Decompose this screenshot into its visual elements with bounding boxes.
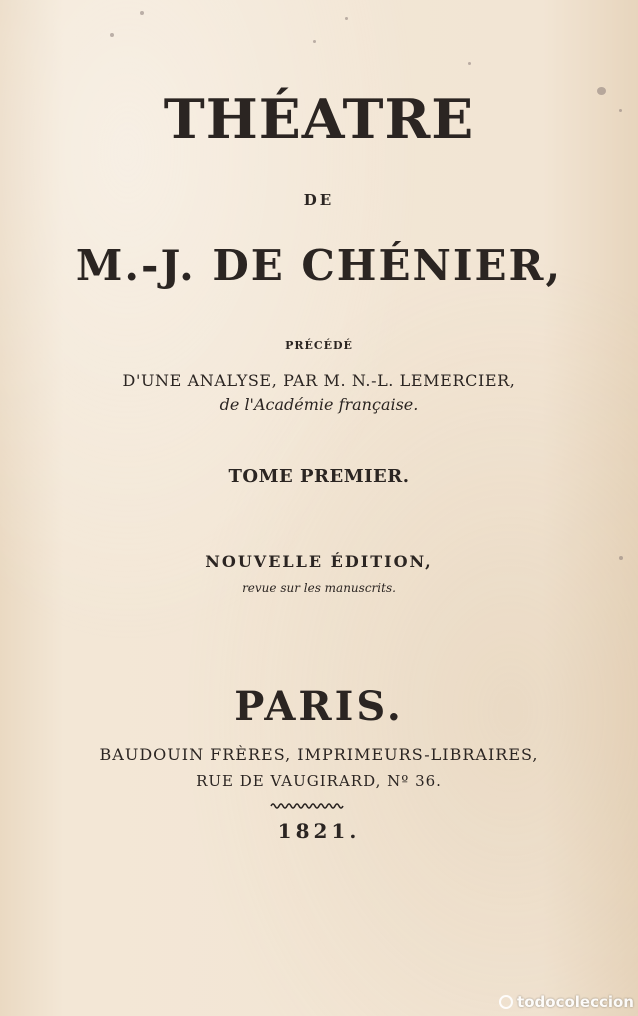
- watermark: [499, 990, 634, 1014]
- foxing-spot: [110, 33, 114, 37]
- academy-affiliation: de l'Académie française.: [219, 395, 419, 414]
- foxing-spot: [313, 40, 316, 43]
- author-name: M.-J. DE CHÉNIER,: [75, 241, 563, 290]
- volume-label: TOME PREMIER.: [228, 466, 410, 487]
- book-title: THÉATRE: [163, 87, 475, 151]
- analysis-credit: D'UNE ANALYSE, PAR M. N.-L. LEMERCIER,: [122, 371, 516, 390]
- publication-year: 1821.: [277, 819, 361, 843]
- watermark-logo-icon: [499, 995, 513, 1009]
- foxing-spot: [468, 62, 471, 65]
- printer-name: BAUDOUIN FRÈRES, IMPRIMEURS-LIBRAIRES,: [99, 745, 539, 764]
- title-preposition: DE: [303, 191, 335, 209]
- ornamental-rule: [270, 801, 344, 811]
- foxing-spot: [140, 11, 144, 15]
- watermark-text: todocoleccion: [517, 993, 634, 1011]
- preceded-label: PRÉCÉDÉ: [285, 339, 353, 352]
- edition-label: NOUVELLE ÉDITION,: [205, 552, 433, 571]
- printer-address: RUE DE VAUGIRARD, Nº 36.: [196, 772, 442, 790]
- publication-city: PARIS.: [234, 683, 404, 730]
- revision-note: revue sur les manuscrits.: [242, 581, 396, 595]
- foxing-spot: [345, 17, 348, 20]
